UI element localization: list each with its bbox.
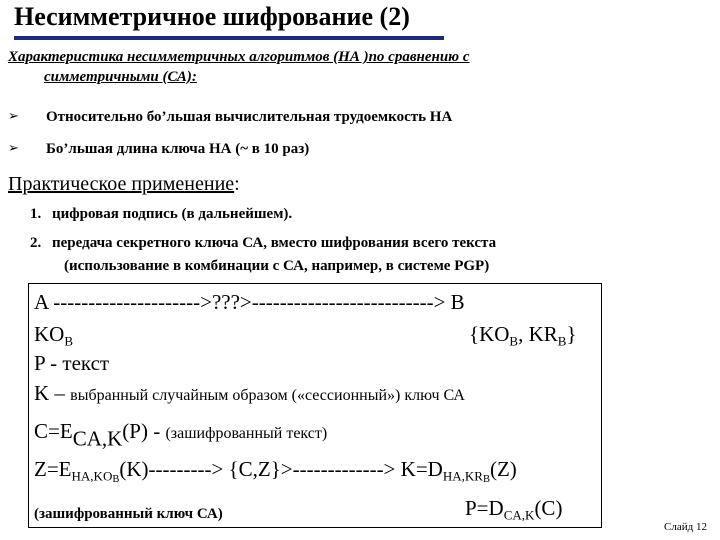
public-key-b: $KO_B$ xyxy=(34,322,74,349)
intro-line-2: симметричными (СА): xyxy=(44,69,197,85)
arrow-bullet-icon: ➢ xyxy=(8,109,19,124)
decryption-equation: $P=D_{CA,K}(C)$ xyxy=(465,496,563,523)
ciphertext-equation: $C=E_{CA,K}(P)$ - (зашифрованный текст) xyxy=(34,419,328,451)
bullet-text: Бо’льшая длина ключа НА (~ в 10 раз) xyxy=(46,141,310,157)
intro-line-1: Характеристика несимметричных алгоритмов (НА )по сравнению с xyxy=(8,49,470,65)
key-exchange-equation: $Z=E_{HA,KOB}(K)---------> \{C,Z\}>-------------> K=D_{HA,KRB}(Z)$ xyxy=(34,457,517,485)
plaintext-line: P - текст xyxy=(34,351,110,375)
intro-text xyxy=(8,47,708,87)
practical-heading xyxy=(8,172,240,196)
bullet-text: Относительно бо’льшая вычислительная трудоемкость НА xyxy=(46,109,453,125)
item-text: передача секретного ключа СА, вместо шифрования всего текста xyxy=(52,235,497,251)
slide-number: Слайд 12 xyxy=(664,521,707,533)
encrypted-key-note: (зашифрованный ключ СА) xyxy=(34,506,223,522)
protocol-box xyxy=(28,283,602,528)
practical-label: Практическое применение xyxy=(8,173,235,195)
arrow-bullet-icon: ➢ xyxy=(8,141,19,156)
item-text: (использование в комбинации с СА, например, в системе PGP) xyxy=(64,258,490,274)
session-key-line: K – выбранный случайным образом («сессионный») ключ СА xyxy=(34,381,465,405)
transfer-line: A --------------------->???>--------------------------> B xyxy=(34,290,465,314)
item-number: 1. xyxy=(30,206,42,222)
page-title: Несимметричное шифрование (2) xyxy=(14,2,444,40)
practical-colon: : xyxy=(234,173,240,195)
item-number: 2. xyxy=(30,235,42,251)
item-text: цифровая подпись (в дальнейшем). xyxy=(52,206,293,222)
key-pair-b: {$KO_B$, $KR_B$} xyxy=(469,322,577,349)
